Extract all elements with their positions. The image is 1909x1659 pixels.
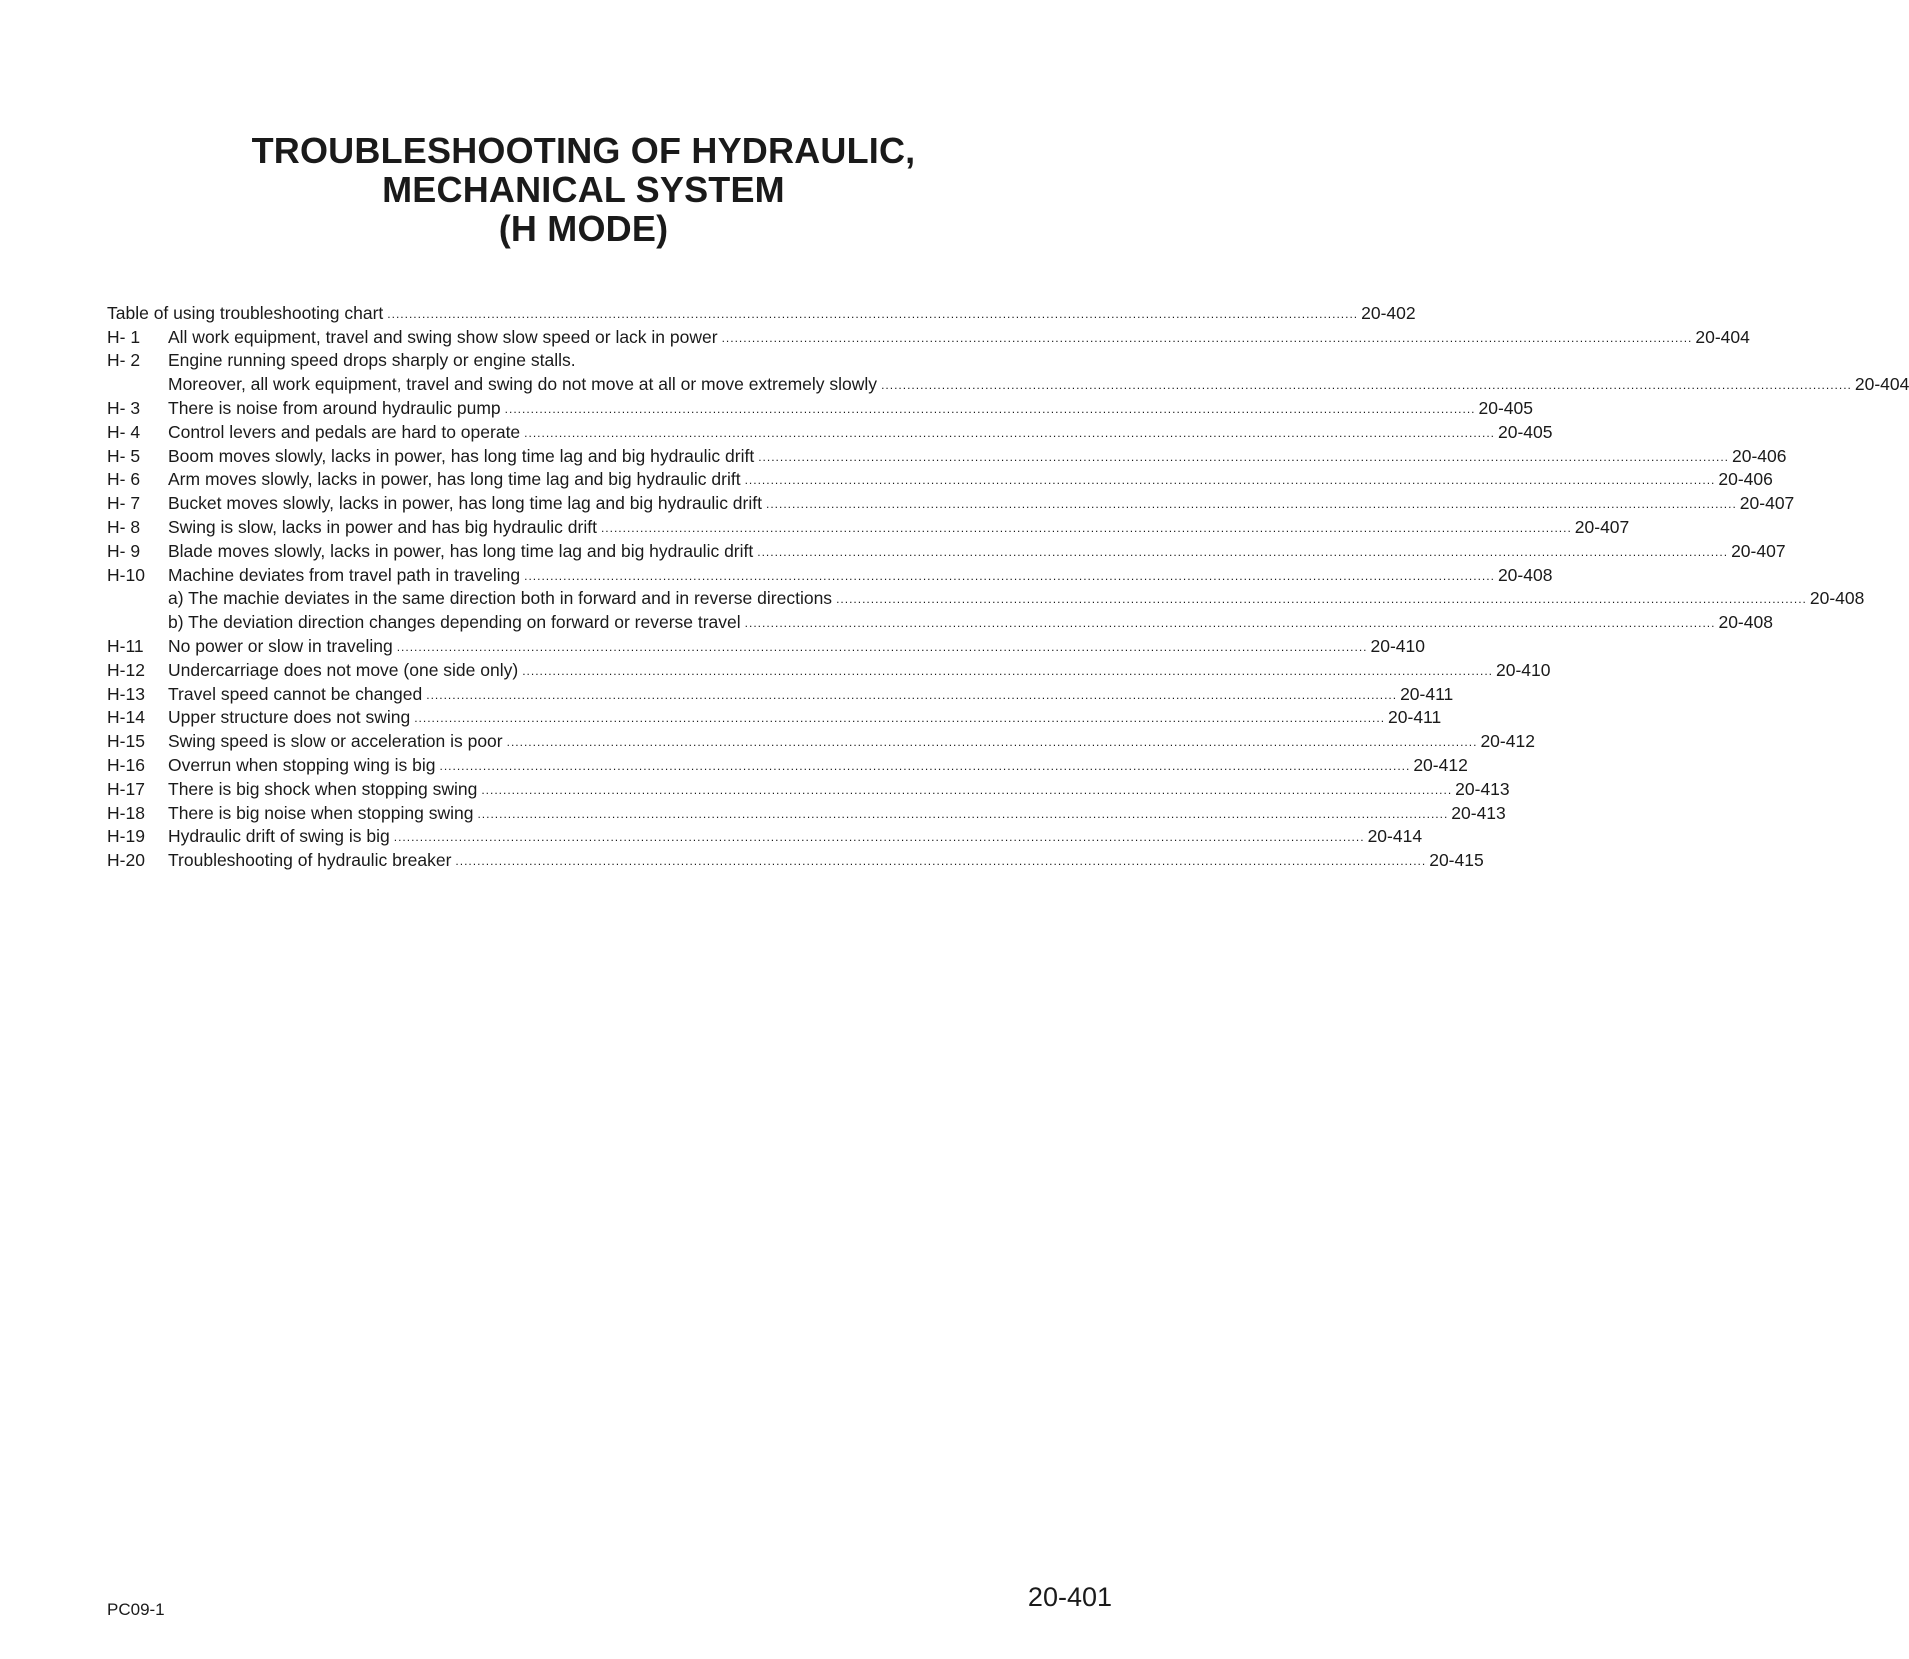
toc-page: 20-407 [1739,493,1795,514]
toc-leader [722,331,1693,348]
toc-text: Table of using troubleshooting chart [107,302,384,323]
toc-row-h12[interactable] [107,657,1551,681]
toc-text: Boom moves slowly, lacks in power, has long time lag and big hydraulic drift [168,445,755,466]
toc-code: H- 6 [107,469,141,490]
title-line-3: (H MODE) [498,208,669,249]
toc-text: b) The deviation direction changes depending on forward or reverse travel [168,612,741,633]
toc-code: H- 4 [107,421,141,442]
toc-row-h10b[interactable] [107,609,1773,633]
toc-code: H- 8 [107,516,141,537]
page-title [0,131,1167,248]
toc-text: Upper structure does not swing [168,707,411,728]
toc-code: H-11 [107,635,144,656]
toc-text: There is big noise when stopping swing [168,802,474,823]
toc-text: Control levers and pedals are hard to operate [168,421,521,442]
toc-code: H-18 [107,802,145,823]
toc-leader [414,711,1385,728]
toc-code: H-19 [107,826,145,847]
toc-page: 20-402 [1361,302,1416,323]
toc-row-h18[interactable] [107,800,1506,824]
toc-leader [481,783,1452,800]
toc-code: H-13 [107,683,145,704]
toc-text: Blade moves slowly, lacks in power, has long time lag and big hydraulic drift [168,540,754,561]
toc-page: 20-415 [1429,850,1484,871]
toc-row-h20[interactable] [107,847,1484,871]
title-line-2: MECHANICAL SYSTEM [382,169,785,210]
toc-page: 20-411 [1388,707,1442,728]
toc-text: Swing is slow, lacks in power and has big hydraulic drift [168,516,597,537]
toc-page: 20-405 [1478,397,1533,418]
toc-row-h2-continued[interactable] [107,371,1909,395]
title-line-1: TROUBLESHOOTING OF HYDRAULIC, [251,130,916,171]
toc-text: There is noise from around hydraulic pump [168,397,501,418]
toc-text: There is big shock when stopping swing [168,778,478,799]
toc-page: 20-405 [1497,421,1553,442]
toc-page: 20-408 [1718,612,1773,633]
toc-page: 20-411 [1400,683,1454,704]
toc-text: Hydraulic drift of swing is big [168,826,390,847]
toc-leader [758,450,1729,467]
toc-page: 20-412 [1480,731,1535,752]
toc-leader [522,664,1493,681]
toc-page: 20-406 [1718,469,1773,490]
toc-page: 20-410 [1370,635,1425,656]
toc-row-h4[interactable] [107,419,1553,443]
toc-page: 20-413 [1455,778,1510,799]
toc-text: a) The machie deviates in the same direction both in forward and in reverse directions [168,588,833,609]
toc-leader [881,378,1852,395]
toc-page: 20-413 [1451,802,1506,823]
toc-row-h13[interactable] [107,681,1454,705]
toc-code: H- 2 [107,350,141,371]
toc-row-h3[interactable] [107,395,1533,419]
toc-text: All work equipment, travel and swing show slow speed or lack in power [168,326,718,347]
toc-leader [397,640,1368,657]
toc-page: 20-408 [1809,588,1865,609]
toc-page: 20-407 [1731,540,1786,561]
toc-row-h2[interactable] [107,348,1112,372]
toc-leader [766,497,1737,514]
toc-code: H-10 [107,564,145,585]
toc-row-h7[interactable] [107,490,1795,514]
toc-row-h10a[interactable] [107,586,1865,610]
toc-leader [745,473,1716,490]
toc-row-h15[interactable] [107,728,1535,752]
toc-page: 20-410 [1496,659,1551,680]
toc-code: H- 9 [107,540,141,561]
toc-page: 20-414 [1367,826,1423,847]
toc-page: 20-404 [1695,326,1750,347]
toc-code: H- 5 [107,445,141,466]
toc-leader [394,830,1365,847]
toc-row-h8[interactable] [107,514,1630,538]
toc-leader [601,521,1572,538]
toc-code: H-20 [107,850,145,871]
toc-row-h9[interactable] [107,538,1786,562]
toc-code: H-16 [107,754,145,775]
toc-code: H-14 [107,707,145,728]
toc-code: H- 1 [107,326,141,347]
toc-text: No power or slow in traveling [168,635,393,656]
toc-leader [524,426,1495,443]
toc-row-h17[interactable] [107,776,1510,800]
toc-page: 20-404 [1854,374,1909,395]
toc-text: Undercarriage does not move (one side only) [168,659,519,680]
toc-page: 20-408 [1497,564,1553,585]
toc-row-intro[interactable] [107,300,1416,324]
toc-text: Bucket moves slowly, lacks in power, has long time lag and big hydraulic drift [168,493,762,514]
toc-text: Troubleshooting of hydraulic breaker [168,850,452,871]
toc-code: H-15 [107,731,145,752]
toc-leader [440,759,1411,776]
footer-model: PC09-1 [107,1600,165,1619]
toc-leader [507,735,1478,752]
table-of-contents [107,300,1909,871]
toc-row-h14[interactable] [107,705,1442,729]
toc-text: Arm moves slowly, lacks in power, has long time lag and big hydraulic drift [168,469,741,490]
toc-text: Overrun when stopping wing is big [168,754,436,775]
toc-leader [426,688,1397,705]
toc-row-h10[interactable] [107,562,1553,586]
toc-leader [836,592,1807,609]
toc-leader [757,545,1728,562]
toc-leader [524,569,1495,586]
toc-leader [477,807,1448,824]
toc-row-h19[interactable] [107,824,1423,848]
toc-code: H- 7 [107,493,141,514]
toc-code: H-12 [107,659,145,680]
toc-code: H- 3 [107,397,141,418]
toc-leader [387,307,1358,324]
toc-page: 20-407 [1574,516,1630,537]
toc-leader [505,402,1476,419]
toc-text: Machine deviates from travel path in traveling [168,564,521,585]
footer-page-number: 20-401 [1027,1582,1112,1612]
toc-text: Swing speed is slow or acceleration is poor [168,731,503,752]
toc-row-h6[interactable] [107,467,1773,491]
toc-row-h11[interactable] [107,633,1425,657]
toc-page: 20-412 [1413,754,1468,775]
toc-row-h16[interactable] [107,752,1468,776]
toc-text: Travel speed cannot be changed [168,683,423,704]
toc-leader [455,854,1426,871]
toc-row-h5[interactable] [107,443,1787,467]
toc-text: Engine running speed drops sharply or engine stalls. [168,350,576,371]
toc-row-h1[interactable] [107,324,1750,348]
toc-leader [745,616,1716,633]
toc-page: 20-406 [1732,445,1787,466]
toc-code: H-17 [107,778,145,799]
toc-text: Moreover, all work equipment, travel and swing do not move at all or move extremely slowly [168,374,878,395]
